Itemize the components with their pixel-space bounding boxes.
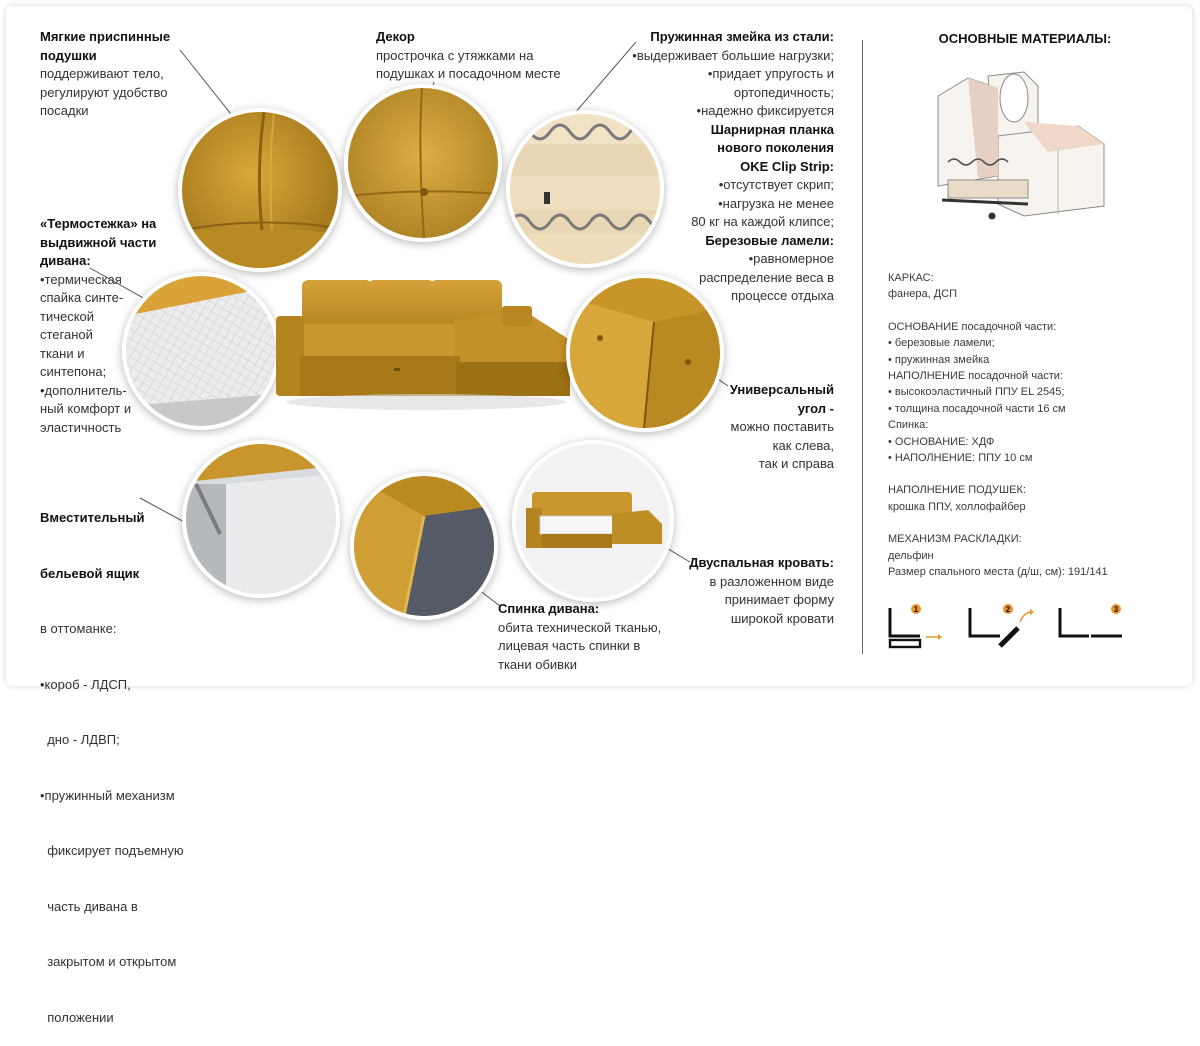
back-line: ткани обивки — [498, 656, 578, 672]
spec-line: • пружинная змейка — [888, 353, 990, 366]
clip-title-1: Шарнирная планка — [710, 121, 834, 137]
spec-line: • ОСНОВАНИЕ: ХДФ — [888, 435, 995, 448]
storage-line: закрытом и открытом — [40, 954, 177, 969]
spec-line: крошка ППУ, холлофайбер — [888, 500, 1026, 513]
corner-text — [704, 381, 834, 474]
clip-title-3: OKE Clip Strip: — [740, 158, 834, 174]
thermo-line: тической — [40, 308, 95, 324]
spec-line: дельфин — [888, 549, 934, 562]
storage-line: положении — [40, 1009, 114, 1025]
spec-gap — [888, 466, 1188, 482]
double-bed-photo — [512, 440, 674, 602]
spring-line: ортопедичность; — [733, 84, 834, 100]
step-number: 1 — [913, 605, 919, 614]
storage-title-2: бельевой ящик — [40, 565, 140, 581]
spec-line: НАПОЛНЕНИЕ ПОДУШЕК: — [888, 484, 1026, 497]
storage-line: дно - ЛДВП; — [40, 732, 120, 747]
spring-title: Пружинная змейка из стали: — [650, 29, 834, 44]
spec-line: НАПОЛНЕНИЕ посадочной части: — [888, 370, 1063, 383]
cushions-title-1: Мягкие приспинные — [40, 29, 171, 44]
storage-box-photo — [182, 440, 340, 598]
bed-line: широкой кровати — [730, 610, 834, 626]
sofa-back-photo — [350, 472, 498, 620]
lamels-line: распределение веса в — [699, 269, 834, 285]
clip-title-2: нового поколения — [717, 140, 834, 155]
storage-title-1: Вместительный — [40, 510, 145, 525]
corner-line: можно поставить — [730, 419, 834, 434]
thermo-line: ткани и — [40, 345, 85, 361]
spring-line: •придает упругость и — [707, 66, 834, 81]
thermo-line: ный комфорт и — [40, 401, 132, 416]
back-text — [498, 600, 698, 674]
lamels-line: процессе отдыха — [731, 288, 834, 303]
step-number: 3 — [1113, 605, 1119, 614]
cushions-line: посадки — [40, 103, 89, 118]
spec-line: • березовые ламели; — [888, 337, 995, 350]
bullet: • — [40, 271, 45, 287]
clip-line: 80 кг на каждой клипсе; — [691, 214, 834, 229]
mechanism-step-1 — [890, 604, 942, 647]
corner-line: так и справа — [758, 456, 834, 471]
storage-line: •короб - ЛДСП, — [40, 676, 131, 692]
spec-gap — [888, 515, 1188, 531]
decor-title: Декор — [376, 29, 415, 44]
back-title: Спинка дивана: — [498, 601, 600, 616]
spec-line: ОСНОВАНИЕ посадочной части: — [888, 320, 1057, 333]
spec-line: Спинка: — [888, 419, 929, 432]
thermo-title-3: дивана: — [40, 253, 91, 268]
spec-gap — [888, 303, 1188, 319]
bed-line: в разложенном виде — [709, 573, 834, 589]
thermo-text — [40, 215, 180, 437]
decor-photo — [344, 84, 502, 242]
materials-title: ОСНОВНЫЕ МАТЕРИАЛЫ: — [938, 31, 1112, 46]
spring-line: •надежно фиксируется — [696, 103, 834, 118]
cushions-line: поддерживают тело, — [40, 66, 164, 81]
spec-line: • толщина посадочной части 16 см — [888, 402, 1066, 415]
spec-line: • высокоэластичный ППУ EL 2545; — [888, 386, 1065, 399]
decor-text — [376, 28, 576, 84]
storage-line: •пружинный механизм — [40, 787, 175, 803]
spec-line: КАРКАС: — [888, 272, 934, 284]
thermo-title-2: выдвижной части — [40, 234, 157, 250]
mechanism-step-2 — [970, 604, 1034, 646]
mechanism-steps — [884, 600, 1134, 656]
spec-line: • НАПОЛНЕНИЕ: ППУ 10 см — [888, 452, 1033, 465]
thermo-line: стеганой — [40, 327, 93, 342]
lamels-title: Березовые ламели: — [705, 232, 834, 248]
decor-line: прострочка с утяжками на — [376, 47, 534, 63]
corner-title-2: угол - — [797, 400, 834, 416]
sofa-main-image — [276, 272, 572, 416]
storage-text — [40, 472, 190, 1046]
clip-line: •нагрузка не менее — [718, 195, 834, 211]
sofa-section-diagram — [928, 66, 1108, 226]
bed-text — [674, 554, 834, 628]
lamels-line: •равномерное — [748, 251, 834, 266]
bed-title: Двуспальная кровать: — [689, 555, 834, 570]
clip-line: •отсутствует скрип; — [718, 177, 834, 192]
bed-line: принимает форму — [724, 592, 834, 607]
thermo-title-1: «Термостежка» на — [40, 216, 157, 231]
back-line: лицевая часть спинки в — [498, 638, 641, 653]
spec-line: Размер спального места (д/ш, см): 191/141 — [888, 566, 1108, 579]
corner-title-1: Универсальный — [729, 382, 834, 397]
storage-line: часть дивана в — [40, 898, 138, 914]
vertical-divider — [862, 40, 863, 654]
mechanism-step-3 — [1060, 604, 1122, 642]
cushions-title-2: подушки — [40, 47, 97, 63]
thermo-line-first: •термическая — [40, 271, 122, 287]
thermo-line: синтепона; — [40, 364, 107, 379]
storage-line: в оттоманке: — [40, 621, 117, 636]
cushions-photo — [178, 108, 342, 272]
thermo-line: эластичность — [40, 419, 122, 435]
step-number: 2 — [1005, 605, 1011, 614]
spring-text — [604, 28, 834, 306]
spec-line: фанера, ДСП — [888, 288, 958, 301]
thermo-line: •дополнитель- — [40, 382, 127, 398]
storage-line: фиксирует подъемную — [40, 843, 184, 858]
spec-line: МЕХАНИЗМ РАСКЛАДКИ: — [888, 533, 1022, 546]
corner-line: как слева, — [772, 437, 834, 453]
spring-line: •выдерживает большие нагрузки; — [632, 47, 834, 63]
cushions-text — [40, 28, 190, 121]
thermo-line: спайка синте- — [40, 290, 124, 305]
materials-spec — [888, 270, 1188, 581]
back-line: обита технической тканью, — [498, 619, 662, 635]
cushions-line: регулируют удобство — [40, 84, 168, 100]
decor-line: подушках и посадочном месте — [376, 66, 561, 81]
